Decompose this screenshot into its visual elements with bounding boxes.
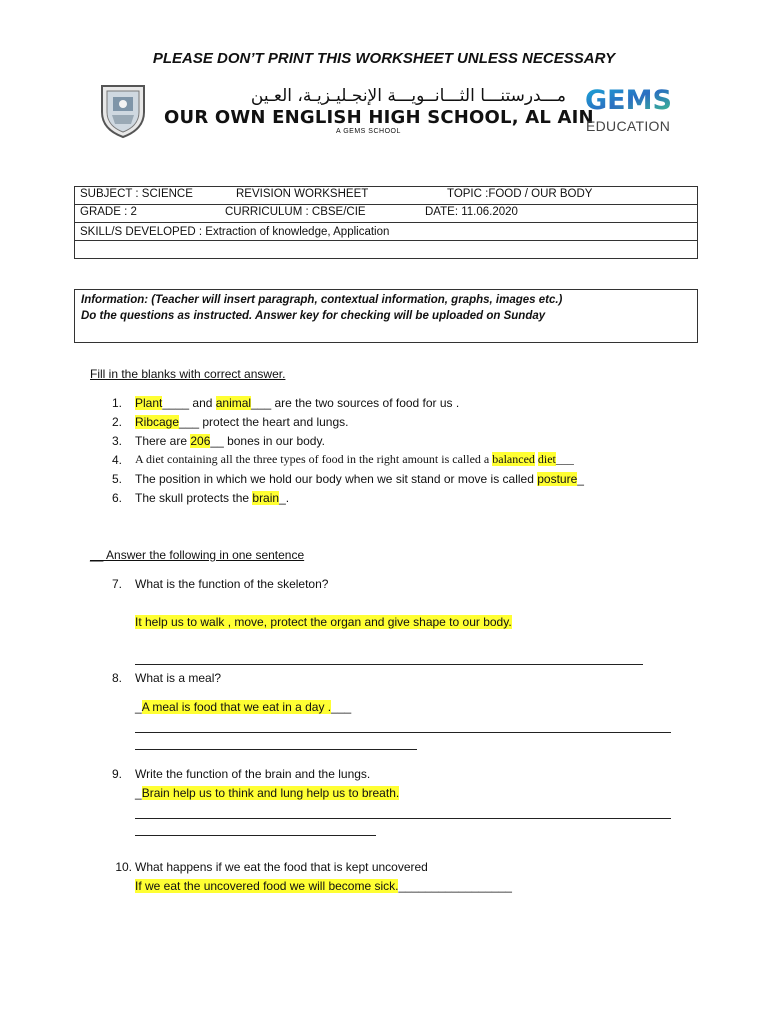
q8-number: 8. — [111, 671, 122, 685]
q3-text-1: __ bones in our body. — [210, 434, 325, 448]
q3-number: 3. — [111, 434, 122, 448]
q1-text-2: ___ are the two sources of food for us . — [251, 396, 460, 410]
q2-number: 2. — [111, 415, 122, 429]
gems-logo-text: GEMS — [585, 85, 672, 116]
q2-answer: Ribcage — [135, 415, 180, 429]
q3-text-0: There are — [135, 434, 191, 448]
section-fill-blanks-title: Fill in the blanks with correct answer. — [90, 367, 286, 381]
curriculum-cell: CURRICULUM : CBSE/CIE — [225, 206, 366, 218]
q5-text-0: The position in which we hold our body when we sit stand or move is called — [135, 472, 538, 486]
q2-text — [135, 415, 348, 429]
section-one-sentence-title: __ Answer the following in one sentence — [90, 548, 305, 562]
q4-text — [135, 452, 574, 467]
q9-answer-pre: _ — [135, 786, 142, 800]
information-line-1: Information: (Teacher will insert paragraph, contextual information, graphs, images etc.) — [81, 294, 563, 306]
q1-number: 1. — [111, 396, 122, 410]
q8-answer: A meal is food that we eat in a day . — [141, 700, 332, 714]
q6-answer: brain — [252, 491, 280, 505]
info-row-subject — [75, 187, 698, 205]
q9-answer: Brain help us to think and lung help us to breath. — [141, 786, 400, 800]
q2-text-1: ___ protect the heart and lungs. — [179, 415, 349, 429]
q8-answer-pre: _ — [135, 700, 142, 714]
worksheet-info-table — [74, 186, 698, 259]
print-warning-banner: PLEASE DON’T PRINT THIS WORKSHEET UNLESS NECESSARY — [152, 50, 616, 67]
q9-answer-line — [135, 786, 399, 800]
q5-text — [135, 472, 584, 486]
q8-answer-post: ___ — [331, 700, 352, 714]
q4-answer-2: diet — [537, 452, 556, 466]
q8-answer-rule-2 — [135, 749, 417, 750]
date-cell: DATE: 11.06.2020 — [425, 206, 518, 218]
school-crest-icon — [98, 82, 148, 138]
subject-cell: SUBJECT : SCIENCE — [80, 188, 193, 200]
gems-logo-icon — [585, 84, 672, 116]
school-subtitle: A GEMS SCHOOL — [336, 128, 401, 135]
q9-answer-rule-2 — [135, 835, 376, 836]
q6-text-1: _. — [279, 491, 290, 505]
q4-number: 4. — [111, 453, 122, 467]
q10-question: What happens if we eat the food that is kept uncovered — [135, 860, 428, 874]
information-box — [74, 289, 698, 343]
q4-answer-1: balanced — [492, 452, 535, 466]
q7-question: What is the function of the skeleton? — [135, 577, 329, 591]
q8-question: What is a meal? — [135, 671, 222, 685]
q1-text — [135, 396, 459, 410]
q7-answer-rule — [135, 664, 643, 665]
gems-education-label: EDUCATION — [586, 118, 671, 134]
information-line-2: Do the questions as instructed. Answer key for checking will be uploaded on Sunday — [81, 310, 546, 322]
q7-answer-line — [135, 615, 512, 629]
empty-row — [75, 241, 698, 259]
q8-answer-rule-1 — [135, 732, 671, 733]
worksheet-type-cell: REVISION WORKSHEET — [236, 188, 369, 200]
school-name-arabic: مـــدرستنـــا الثـــانــويـــة الإنجـليـزيـة، العـين — [250, 86, 566, 106]
q6-text-0: The skull protects the — [135, 491, 253, 505]
q7-number: 7. — [111, 577, 122, 591]
skills-cell: SKILL/S DEVELOPED : Extraction of knowledge, Application — [75, 223, 698, 241]
q9-answer-rule-1 — [135, 818, 671, 819]
q1-text-1: ____ and — [162, 396, 216, 410]
q5-number: 5. — [111, 472, 122, 486]
grade-cell: GRADE : 2 — [80, 206, 137, 218]
school-name: OUR OWN ENGLISH HIGH SCHOOL, AL AIN — [164, 107, 594, 128]
q4-text-0: A diet containing all the three types of food in the right amount is called a — [135, 452, 493, 466]
q8-answer-line — [135, 700, 351, 714]
q1-answer-2: animal — [215, 396, 252, 410]
q7-answer: It help us to walk , move, protect the organ and give shape to our body. — [135, 615, 512, 629]
q6-number: 6. — [111, 491, 122, 505]
q10-number: 10. — [115, 860, 132, 874]
q1-answer-1: Plant — [135, 396, 163, 410]
q4-text-2: ___ — [555, 452, 574, 466]
topic-cell: TOPIC :FOOD / OUR BODY — [447, 188, 593, 200]
q6-text — [135, 491, 289, 505]
q10-answer-line — [135, 879, 512, 893]
q3-answer: 206 — [190, 434, 211, 448]
info-row-grade — [75, 205, 698, 223]
q9-question: Write the function of the brain and the lungs. — [135, 767, 371, 781]
q5-text-1: _ — [577, 472, 584, 486]
q10-answer-post: _________________ — [398, 879, 512, 893]
q3-text — [135, 434, 325, 448]
q5-answer: posture — [537, 472, 578, 486]
q9-number: 9. — [111, 767, 122, 781]
q10-answer: If we eat the uncovered food we will become sick. — [135, 879, 399, 893]
